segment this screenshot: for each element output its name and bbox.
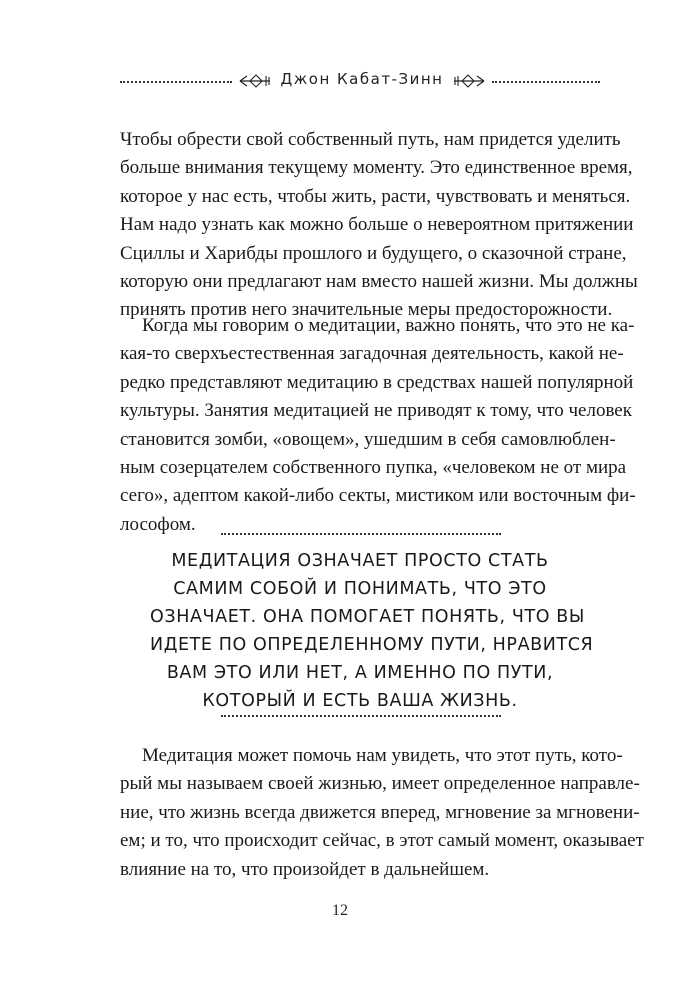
text-line: ным созерцателем собственного пупка, «человеком не от мира [120,457,627,479]
arrow-ornament-icon [238,72,272,90]
text-line: лософом. [120,513,196,535]
quote-line: ВАМ ЭТО ИЛИ НЕТ, А ИМЕННО ПО ПУТИ, [166,663,554,683]
header-author: Джон Кабат-Зинн [280,70,444,88]
text-line: ние, что жизнь всегда движется вперед, мгновение за мгновени- [120,801,640,823]
text-line: культуры. Занятия медитацией не приводят к тому, что человек [120,400,632,422]
quote-line: МЕДИТАЦИЯ ОЗНАЧАЕТ ПРОСТО СТАТЬ [171,551,549,571]
text-line: которое у нас есть, чтобы жить, расти, чувствовать и меняться. [120,185,631,207]
text-line: ем; и то, что происходит сейчас, в этот самый момент, оказывает [120,830,644,852]
quote-line: САМИМ СОБОЙ И ПОНИМАТЬ, ЧТО ЭТО [173,579,547,599]
paragraph-1 [120,126,638,325]
running-header [120,66,600,96]
text-line: влияние на то, что произойдет в дальнейшем. [120,858,490,880]
quote-line: ОЗНАЧАЕТ. ОНА ПОМОГАЕТ ПОНЯТЬ, ЧТО ВЫ [150,607,585,627]
text-line: больше внимания текущему моменту. Это единственное время, [120,157,633,179]
header-rule-right [492,81,600,83]
quote-rule-top [221,533,501,535]
text-line: становится зомби, «овощем», ушедшим в себя самовлюблен- [120,428,616,450]
text-line: принять против него значительные меры предосторожности. [120,299,613,321]
text-line: сего», адептом какой-либо секты, мистиком или восточным фи- [120,485,636,507]
text-line: Когда мы говорим о медитации, важно понять, что это не ка- [142,315,635,336]
text-line: Нам надо узнать как можно больше о невероятном притяжении [120,214,634,236]
page-number: 12 [332,902,348,919]
paragraph-2 [120,312,636,539]
text-line: редко представляют медитацию в средствах нашей популярной [120,371,634,393]
arrow-ornament-icon [452,72,486,90]
quote-line: КОТОРЫЙ И ЕСТЬ ВАША ЖИЗНЬ. [202,691,518,711]
text-line: рый мы называем своей жизнью, имеет определенное направле- [120,773,640,795]
paragraph-3 [120,742,644,884]
text-line: Сциллы и Харибды прошлого и будущего, о сказочной стране, [120,242,627,264]
text-line: которую они предлагают нам вместо нашей жизни. Мы должны [120,271,638,293]
text-line: кая-то сверхъестественная загадочная деятельность, какой не- [120,343,624,365]
header-rule-left [120,81,232,83]
text-line: Медитация может помочь нам увидеть, что этот путь, кото- [142,745,623,766]
quote-rule-bottom [221,715,501,717]
pull-quote [150,547,594,715]
quote-line: ИДЕТЕ ПО ОПРЕДЕЛЕННОМУ ПУТИ, НРАВИТСЯ [150,635,594,655]
text-line: Чтобы обрести свой собственный путь, нам придется уделить [120,129,621,150]
